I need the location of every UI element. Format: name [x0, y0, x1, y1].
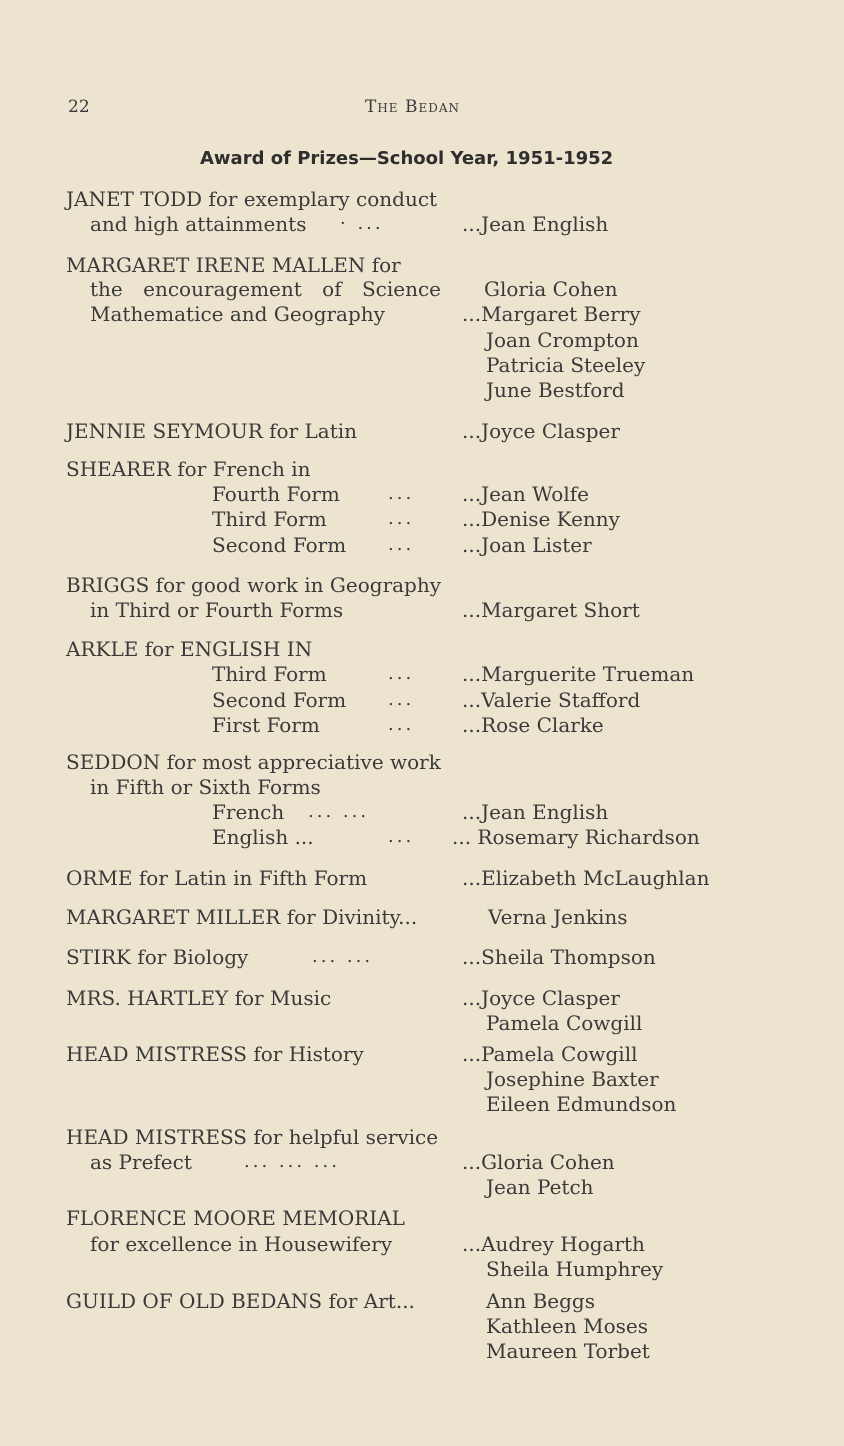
- recipient: Verna Jenkins: [488, 905, 628, 929]
- recipient: ...Rose Clarke: [462, 713, 604, 737]
- entry-line: HEAD MISTRESS for helpful service: [66, 1125, 439, 1149]
- entry-line: in Third or Fourth Forms: [90, 598, 344, 622]
- recipient: ...Margaret Berry: [462, 302, 641, 326]
- leader-dots: ...: [388, 534, 415, 555]
- entry-line: MARGARET IRENE MALLEN for: [66, 253, 401, 277]
- entry-line: ARKLE for ENGLISH IN: [66, 637, 313, 661]
- recipient: ...Valerie Stafford: [462, 688, 641, 712]
- entry-line: First Form: [212, 713, 320, 737]
- entry-line: SEDDON for most appreciative work: [66, 750, 441, 774]
- entry-line: FLORENCE MOORE MEMORIAL: [66, 1206, 405, 1230]
- recipient: Josephine Baxter: [486, 1067, 659, 1091]
- entry-line: Second Form: [212, 533, 347, 557]
- recipient: Patricia Steeley: [486, 353, 646, 377]
- recipient: ...Audrey Hogarth: [462, 1232, 645, 1256]
- entry-line: GUILD OF OLD BEDANS for Art...: [66, 1289, 415, 1313]
- entry-line: MRS. HARTLEY for Music: [66, 986, 332, 1010]
- entry-line: Third Form: [212, 662, 327, 686]
- entry-line: French: [212, 800, 285, 824]
- recipient: ...Jean English: [462, 212, 609, 236]
- leader-dots: ...: [388, 689, 415, 710]
- recipient: Joan Crompton: [486, 328, 639, 352]
- recipient: ...Joyce Clasper: [462, 986, 620, 1010]
- leader-dots: ... ... ...: [244, 1151, 340, 1172]
- entry-line: the encouragement of Science: [90, 277, 442, 301]
- entry-line: for excellence in Housewifery: [90, 1232, 393, 1256]
- leader-dots: ...: [388, 483, 415, 504]
- entry-line: as Prefect: [90, 1150, 192, 1174]
- entry-line: SHEARER for French in: [66, 457, 311, 481]
- recipient: June Bestford: [486, 378, 625, 402]
- recipient: ...Pamela Cowgill: [462, 1042, 638, 1066]
- recipient: ...Denise Kenny: [462, 507, 620, 531]
- recipient: ...Jean Wolfe: [462, 482, 589, 506]
- recipient: Gloria Cohen: [484, 277, 618, 301]
- entry-line: JENNIE SEYMOUR for Latin: [66, 419, 358, 443]
- page-heading: Award of Prizes—School Year, 1951-1952: [200, 148, 614, 169]
- entry-line: and high attainments: [90, 212, 307, 236]
- recipient: ...Elizabeth McLaughlan: [462, 866, 710, 890]
- recipient: Jean Petch: [486, 1175, 594, 1199]
- recipient: ...Margaret Short: [462, 598, 640, 622]
- leader-dots: ... ...: [312, 946, 374, 967]
- recipient: ...Gloria Cohen: [462, 1150, 615, 1174]
- entry-line: ORME for Latin in Fifth Form: [66, 866, 368, 890]
- entry-line: English ...: [212, 825, 314, 849]
- recipient: ... Rosemary Richardson: [452, 825, 700, 849]
- page-number: 22: [68, 97, 90, 117]
- leader-dots: ... ...: [308, 801, 370, 822]
- recipient: ...Joyce Clasper: [462, 419, 620, 443]
- recipient: ...Joan Lister: [462, 533, 592, 557]
- recipient: ...Jean English: [462, 800, 609, 824]
- leader-dots: ...: [388, 826, 415, 847]
- leader-dots: ...: [388, 663, 415, 684]
- entry-line: BRIGGS for good work in Geography: [66, 573, 442, 597]
- recipient: Sheila Humphrey: [486, 1257, 664, 1281]
- entry-line: Third Form: [212, 507, 327, 531]
- entry-line: STIRK for Biology: [66, 945, 249, 969]
- leader-dots: ...: [388, 508, 415, 529]
- recipient: ...Sheila Thompson: [462, 945, 656, 969]
- entry-line: MARGARET MILLER for Divinity...: [66, 905, 418, 929]
- recipient: Pamela Cowgill: [486, 1011, 643, 1035]
- recipient: Maureen Torbet: [486, 1339, 650, 1363]
- recipient: Eileen Edmundson: [486, 1092, 677, 1116]
- recipient: Kathleen Moses: [486, 1314, 648, 1338]
- leader-dots: · ...: [340, 213, 384, 234]
- running-title: The Bedan: [365, 97, 461, 117]
- entry-line: Mathematice and Geography: [90, 302, 385, 326]
- entry-line: HEAD MISTRESS for History: [66, 1042, 364, 1066]
- entry-line: Second Form: [212, 688, 347, 712]
- entry-line: JANET TODD for exemplary conduct: [66, 187, 438, 211]
- recipient: ...Marguerite Trueman: [462, 662, 695, 686]
- leader-dots: ...: [388, 714, 415, 735]
- entry-line: Fourth Form: [212, 482, 340, 506]
- entry-line: in Fifth or Sixth Forms: [90, 775, 321, 799]
- recipient: Ann Beggs: [486, 1289, 595, 1313]
